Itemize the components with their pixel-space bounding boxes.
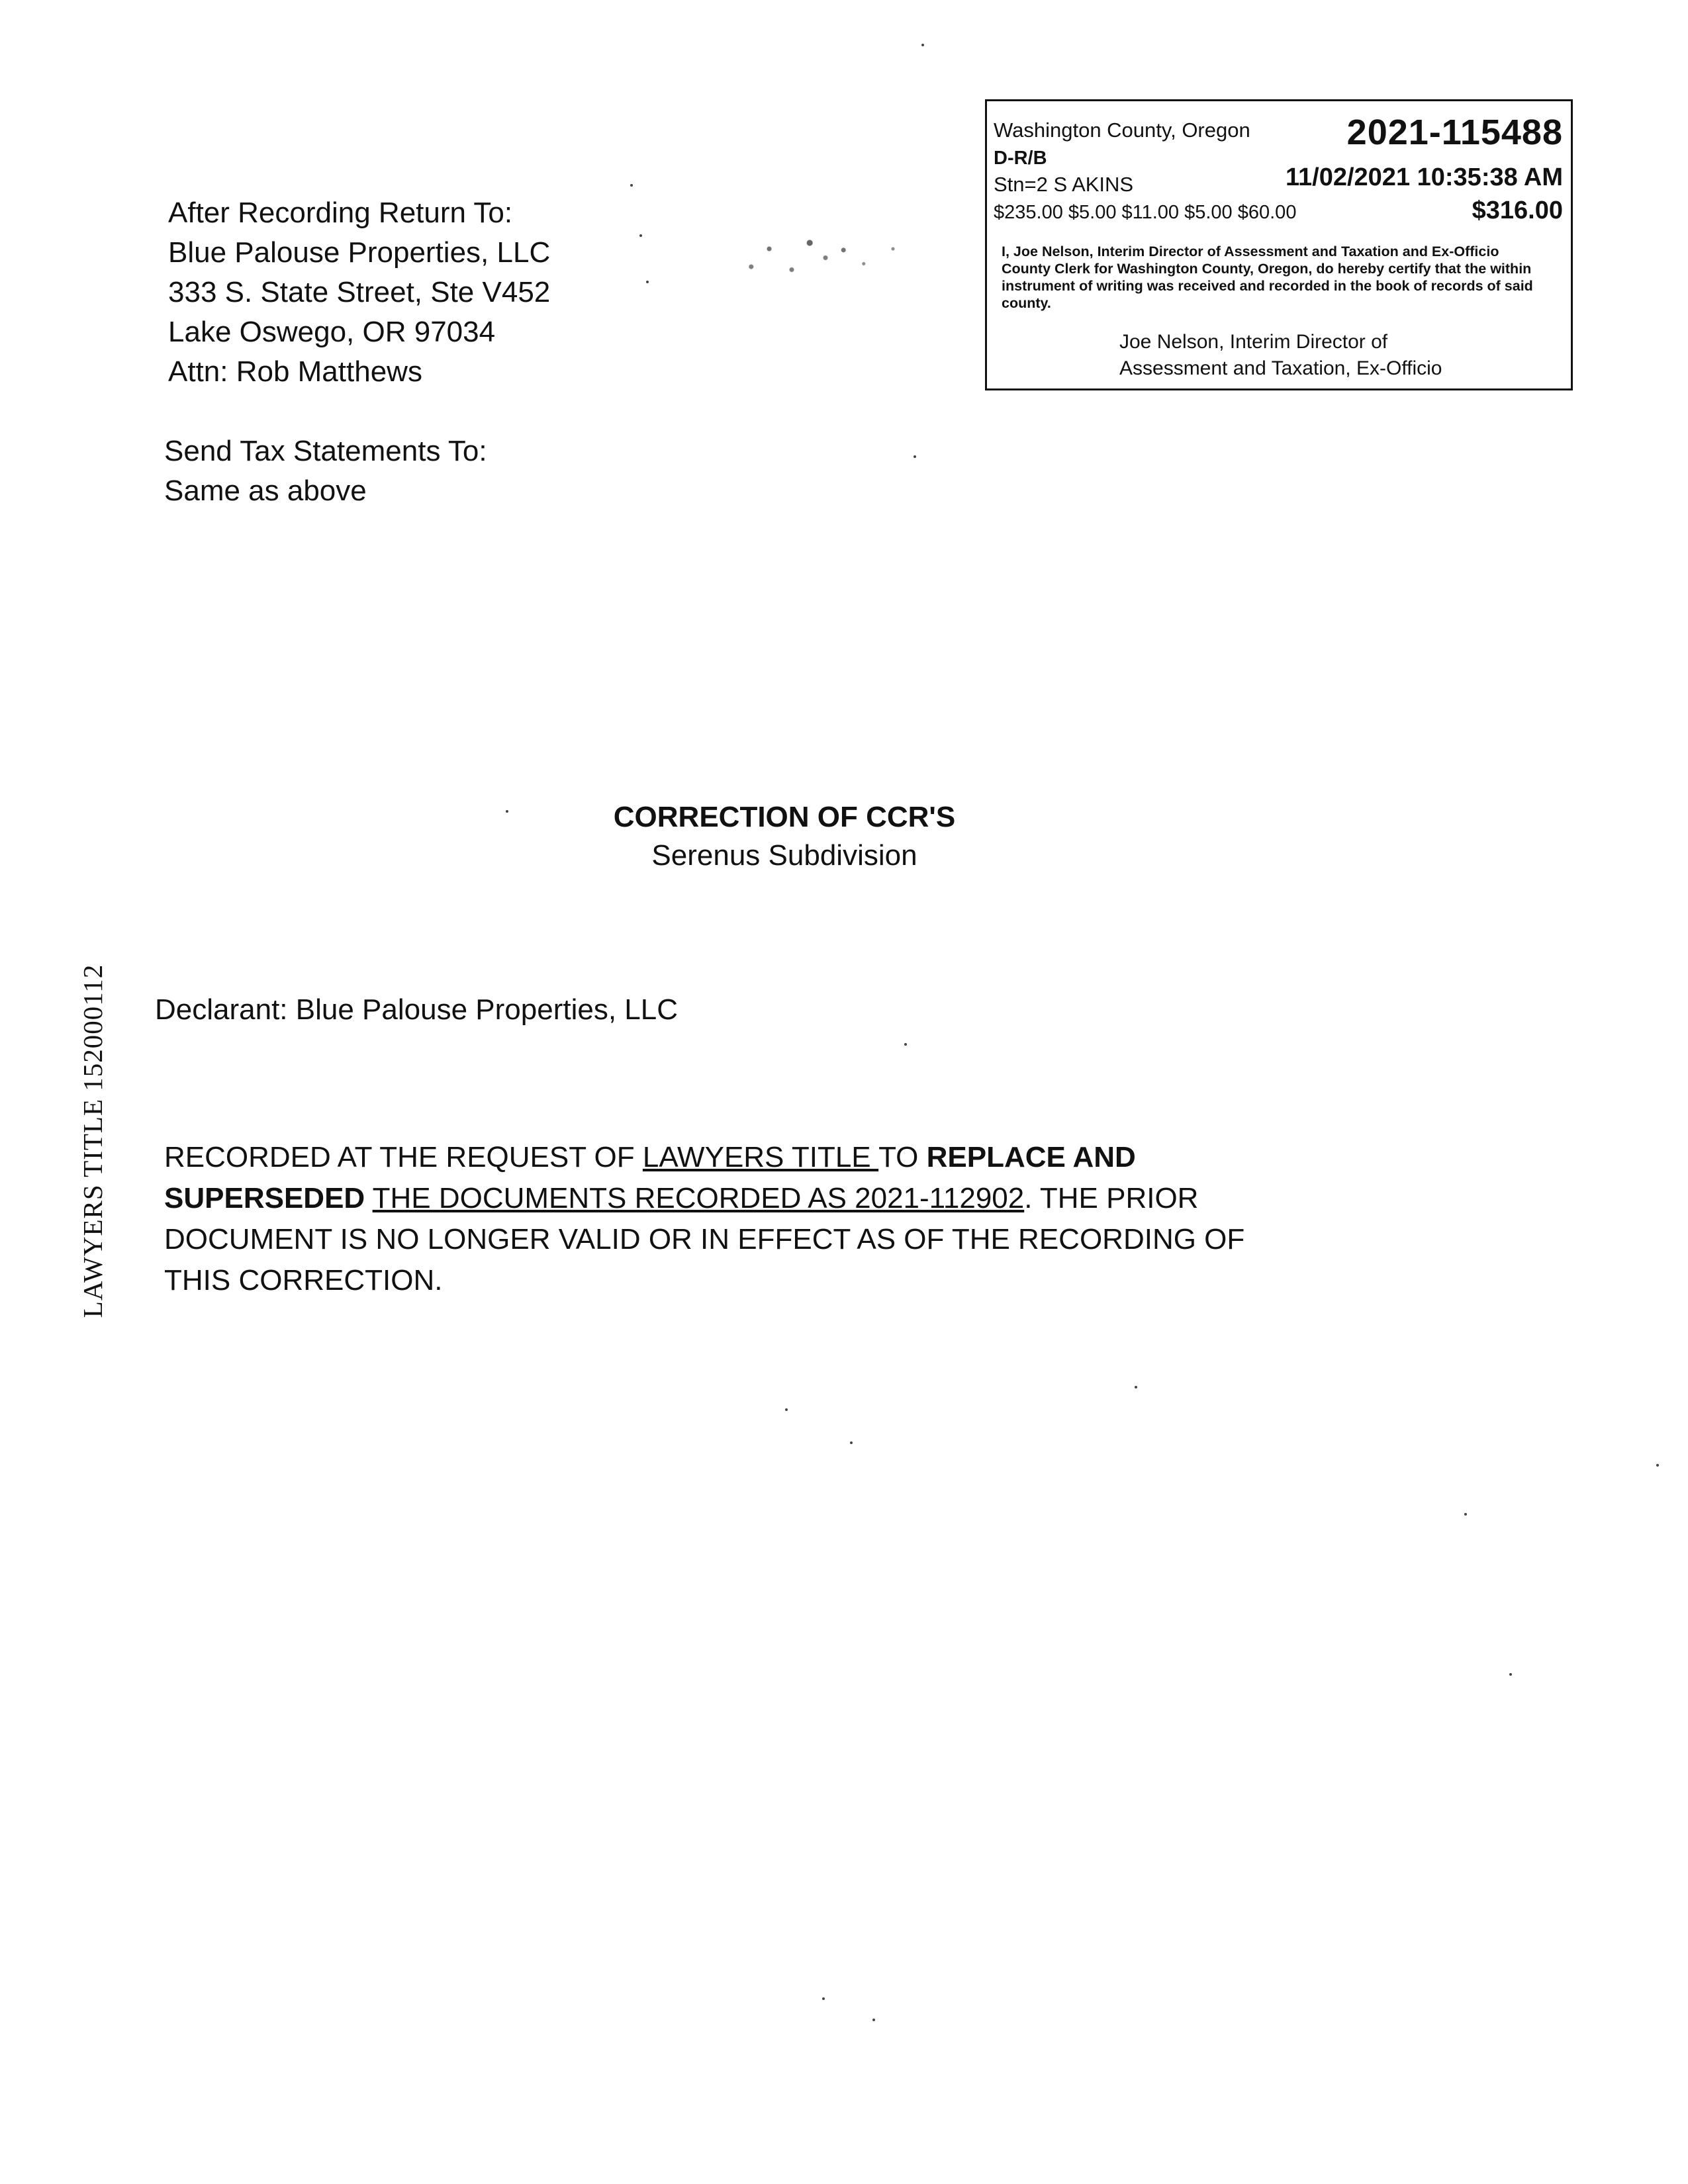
scan-speck	[506, 810, 508, 813]
return-address-line: Lake Oswego, OR 97034	[168, 316, 496, 348]
stamp-document-code: D-R/B	[994, 148, 1047, 169]
document-subtitle: Serenus Subdivision	[651, 839, 917, 872]
statement-lawyers-title: LAWYERS TITLE	[642, 1141, 879, 1173]
statement-text: . THE PRIOR DOCUMENT IS NO LONGER VALID OR IN EFFECT AS OF THE RECORDING OF THIS CORRECTION.	[164, 1182, 1245, 1297]
document-title-block	[0, 798, 1569, 875]
statement-text	[365, 1182, 372, 1214]
side-stamp-text: LAWYERS TITLE 152000112	[77, 964, 108, 1318]
return-address-heading: After Recording Return To:	[168, 197, 513, 229]
scan-speck	[1509, 1673, 1512, 1676]
scan-speck	[904, 1043, 907, 1046]
side-stamp	[66, 929, 119, 1353]
stamp-total: $316.00	[1472, 197, 1563, 224]
scan-smudge	[702, 225, 927, 285]
stamp-signature	[1119, 329, 1442, 382]
scan-speck	[850, 1441, 853, 1444]
scan-speck	[1656, 1464, 1659, 1467]
stamp-document-number: 2021-115488	[1346, 113, 1563, 152]
recording-stamp	[985, 99, 1573, 390]
scan-speck	[914, 455, 916, 458]
stamp-station: Stn=2 S AKINS	[994, 173, 1134, 196]
stamp-datetime: 11/02/2021 10:35:38 AM	[1285, 163, 1563, 191]
stamp-fees: $235.00 $5.00 $11.00 $5.00 $60.00	[994, 202, 1297, 223]
statement-documents-recorded: THE DOCUMENTS RECORDED AS 2021-112902	[372, 1182, 1025, 1214]
scan-speck	[630, 184, 633, 187]
statement-text: TO	[878, 1141, 927, 1173]
stamp-certification: I, Joe Nelson, Interim Director of Assessment and Taxation and Ex-Officio County Clerk for Washington County, Oregon, do hereby certify that the within instrument of writing was received and recorded in the book of records of said county.	[1002, 244, 1533, 311]
recorded-statement	[164, 1137, 1316, 1301]
scan-speck	[1135, 1386, 1137, 1388]
scan-speck	[639, 234, 642, 237]
tax-statements-value: Same as above	[164, 475, 367, 507]
tax-statements-heading: Send Tax Statements To:	[164, 435, 487, 467]
scan-speck	[646, 281, 649, 283]
statement-text: RECORDED AT THE REQUEST OF	[164, 1141, 643, 1173]
scan-speck	[1464, 1513, 1467, 1516]
stamp-signature-line: Assessment and Taxation, Ex-Officio	[1119, 357, 1442, 379]
statement-replace: REPLACE AND SUPERSEDED	[164, 1141, 1136, 1214]
scan-speck	[785, 1408, 788, 1411]
document-title: CORRECTION OF CCR'S	[613, 801, 956, 833]
stamp-signature-line: Joe Nelson, Interim Director of	[1119, 331, 1388, 353]
stamp-county: Washington County, Oregon	[994, 118, 1250, 142]
scan-speck	[872, 2019, 875, 2021]
return-address-block	[168, 193, 550, 392]
scan-speck	[921, 44, 924, 46]
return-address-line: 333 S. State Street, Ste V452	[168, 276, 551, 308]
tax-statements-block	[164, 432, 487, 511]
scan-speck	[822, 1997, 825, 2000]
return-address-line: Attn: Rob Matthews	[168, 355, 422, 388]
declarant-line: Declarant: Blue Palouse Properties, LLC	[155, 993, 678, 1026]
return-address-line: Blue Palouse Properties, LLC	[168, 236, 551, 269]
